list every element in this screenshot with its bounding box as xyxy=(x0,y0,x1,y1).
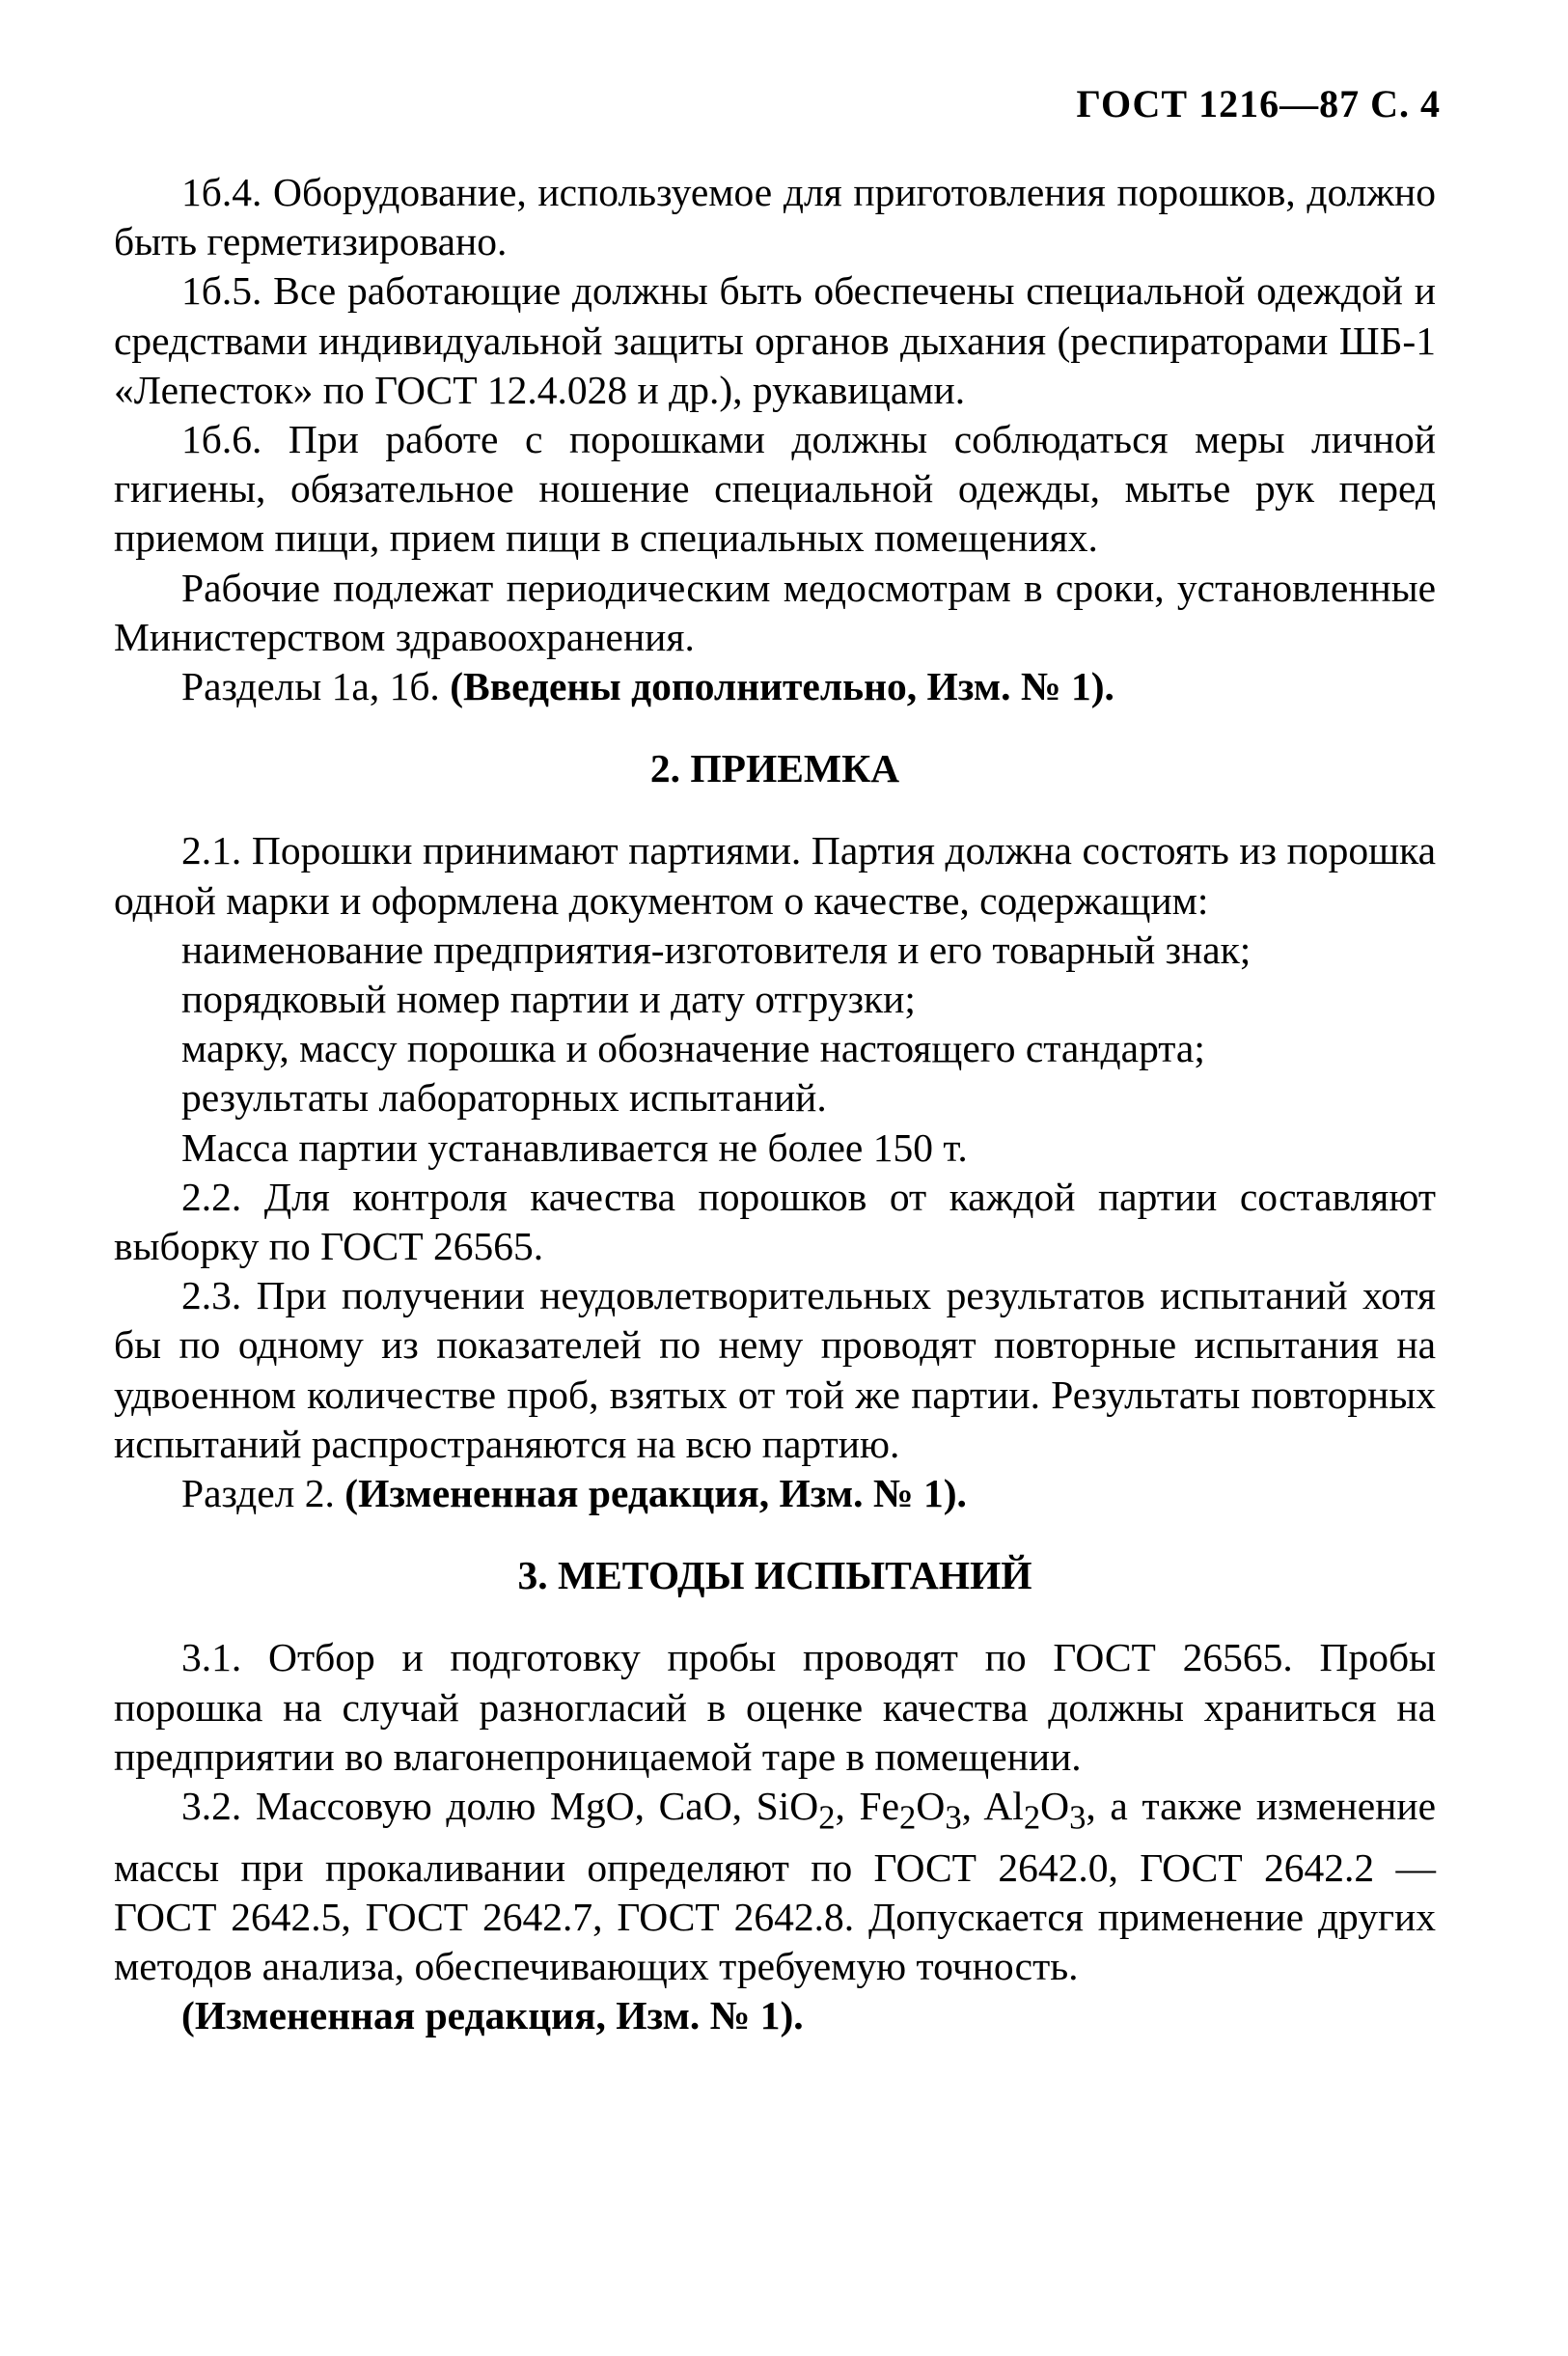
sections-note-prefix: Разделы 1а, 1б. xyxy=(181,664,451,709)
text-run: O xyxy=(1040,1784,1070,1829)
text-run: , Al xyxy=(961,1784,1024,1829)
document-body xyxy=(114,168,1436,2040)
paragraph-1b6: 1б.6. При работе с порошками должны соблюдаться меры личной гигиены, обязательное ношение специальной одежды, мытье рук перед приемом пищи, прием пищи в специальных помещениях. xyxy=(114,417,1436,561)
sections-note-amendment: (Введены дополнительно, Изм. № 1). xyxy=(450,664,1114,709)
text-run: O xyxy=(916,1784,946,1829)
paragraph-sections-note xyxy=(114,662,1436,711)
paragraph-2-3: 2.3. При получении неудовлетворительных результатов испытаний хотя бы по одному из показателей по нему проводят повторные испытания на удвоенном количестве проб, взятых от той же партии. Результаты повторных испытаний распространяются на всю партию. xyxy=(114,1273,1436,1466)
paragraph-2-1: 2.1. Порошки принимают партиями. Партия должна состоять из порошка одной марки и оформлена документом о качестве, содержащим: xyxy=(114,828,1436,923)
section2-note-prefix: Раздел 2. xyxy=(181,1471,345,1516)
paragraph-3-2 xyxy=(114,1782,1436,1991)
paragraph-batch-mass: Масса партии устанавливается не более 150 т. xyxy=(181,1124,968,1170)
section-3-heading: 3. МЕТОДЫ ИСПЫТАНИЙ xyxy=(517,1553,1032,1598)
section2-note-amendment: (Измененная редакция, Изм. № 1). xyxy=(344,1471,967,1516)
list-item: результаты лабораторных испытаний. xyxy=(181,1075,827,1121)
list-item: порядковый номер партии и дату отгрузки; xyxy=(181,977,916,1022)
page-header: ГОСТ 1216—87 С. 4 xyxy=(1076,82,1441,125)
list-item: марку, массу порошка и обозначение настоящего стандарта; xyxy=(181,1026,1205,1071)
text-run: , Fe xyxy=(835,1784,900,1829)
paragraph-3-1: 3.1. Отбор и подготовку пробы проводят по ГОСТ 26565. Пробы порошка на случай разногласий в оценке качества должны храниться на предприятии во влагонепроницаемой таре в помещении. xyxy=(114,1635,1436,1779)
subscript: 3 xyxy=(945,1799,962,1837)
paragraph-2-2: 2.2. Для контроля качества порошков от каждой партии составляют выборку по ГОСТ 26565. xyxy=(114,1174,1436,1269)
subscript: 2 xyxy=(899,1799,917,1837)
paragraph-medical-checkups: Рабочие подлежат периодическим медосмотрам в сроки, установленные Министерством здравоохранения. xyxy=(114,565,1436,659)
subscript: 2 xyxy=(1023,1799,1041,1837)
subscript: 2 xyxy=(818,1799,836,1837)
section-2-heading: 2. ПРИЕМКА xyxy=(649,746,900,791)
paragraph-1b5: 1б.5. Все работающие должны быть обеспечены специальной одеждой и средствами индивидуальной защиты органов дыхания (респираторами ШБ-1 «Лепесток» по ГОСТ 12.4.028 и др.), рукавицами. xyxy=(114,268,1436,412)
paragraph-final-note xyxy=(114,1991,1436,2040)
paragraph-section2-note xyxy=(114,1469,1436,1518)
text-run: , а также изменение массы при прокаливании определяют по ГОСТ 2642.0, ГОСТ 2642.2 — ГОСТ 2642.5, ГОСТ 2642.7, ГОСТ 2642.8. Допускается применение других методов анализа, обеспечивающих требуемую точность. xyxy=(114,1784,1437,1988)
final-note-amendment: (Измененная редакция, Изм. № 1). xyxy=(181,1993,804,2038)
list-item: наименование предприятия-изготовителя и его товарный знак; xyxy=(181,927,1252,972)
paragraph-1b4: 1б.4. Оборудование, используемое для приготовления порошков, должно быть герметизировано. xyxy=(114,170,1436,264)
subscript: 3 xyxy=(1069,1799,1087,1837)
text-run: 3.2. Массовую долю MgO, CaO, SiO xyxy=(181,1784,819,1829)
